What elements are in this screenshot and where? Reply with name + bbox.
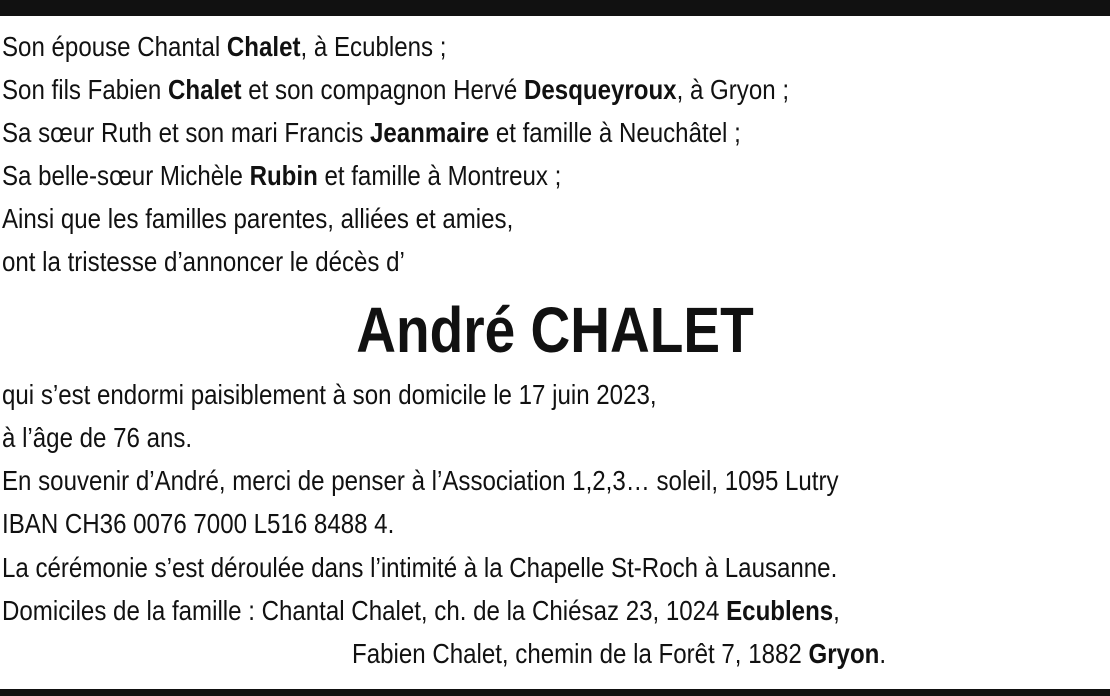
- family-name: Desqueyroux: [524, 74, 677, 105]
- intro-text: Son épouse Chantal: [2, 31, 227, 62]
- intro-line-6: [2, 245, 405, 279]
- intro-text: ont la tristesse d’annoncer le décès d’: [2, 246, 405, 277]
- body-text: IBAN CH36 0076 7000 L516 8488 4.: [2, 508, 395, 539]
- body-text: .: [879, 638, 887, 669]
- family-name: Jeanmaire: [369, 117, 490, 148]
- bottom-rule: [0, 689, 1110, 696]
- intro-text: et famille à Montreux ;: [317, 160, 562, 191]
- body-line-3: [2, 464, 839, 498]
- intro-line-5: [2, 202, 513, 236]
- intro-line-1: [2, 30, 446, 64]
- family-name: Chalet: [167, 74, 242, 105]
- body-text: Domiciles de la famille : Chantal Chalet, ch. de la Chiésaz 23, 1024: [2, 595, 727, 626]
- body-line-1: [2, 378, 657, 412]
- intro-text: Sa sœur Ruth et son mari Francis: [2, 117, 370, 148]
- body-text: La cérémonie s’est déroulée dans l’intimité à la Chapelle St-Roch à Lausanne.: [2, 552, 838, 583]
- body-text: ,: [833, 595, 840, 626]
- body-line-2: [2, 421, 192, 455]
- family-name: Rubin: [249, 160, 318, 191]
- intro-text: , à Ecublens ;: [300, 31, 447, 62]
- intro-text: Son fils Fabien: [2, 74, 168, 105]
- intro-line-2: [2, 73, 789, 107]
- family-name: Chalet: [226, 31, 301, 62]
- body-line-6: [2, 594, 840, 628]
- body-text: En souvenir d’André, merci de penser à l’Association 1,2,3… soleil, 1095 Lutry: [2, 465, 839, 496]
- deceased-name: André CHALET: [356, 294, 754, 366]
- body-line-5: [2, 551, 837, 585]
- intro-line-4: [2, 159, 561, 193]
- body-text: Fabien Chalet, chemin de la Forêt 7, 1882: [352, 638, 809, 669]
- town-name: Gryon: [808, 638, 880, 669]
- body-text: à l’âge de 76 ans.: [2, 422, 193, 453]
- intro-text: et son compagnon Hervé: [241, 74, 525, 105]
- body-line-7: [352, 637, 886, 671]
- intro-text: et famille à Neuchâtel ;: [489, 117, 741, 148]
- town-name: Ecublens: [726, 595, 834, 626]
- body-text: qui s’est endormi paisiblement à son domicile le 17 juin 2023,: [2, 379, 657, 410]
- intro-text: Sa belle-sœur Michèle: [2, 160, 250, 191]
- intro-line-3: [2, 116, 741, 150]
- body-line-4: [2, 507, 394, 541]
- intro-text: , à Gryon ;: [676, 74, 790, 105]
- top-rule: [0, 0, 1110, 16]
- intro-text: Ainsi que les familles parentes, alliées et amies,: [2, 203, 514, 234]
